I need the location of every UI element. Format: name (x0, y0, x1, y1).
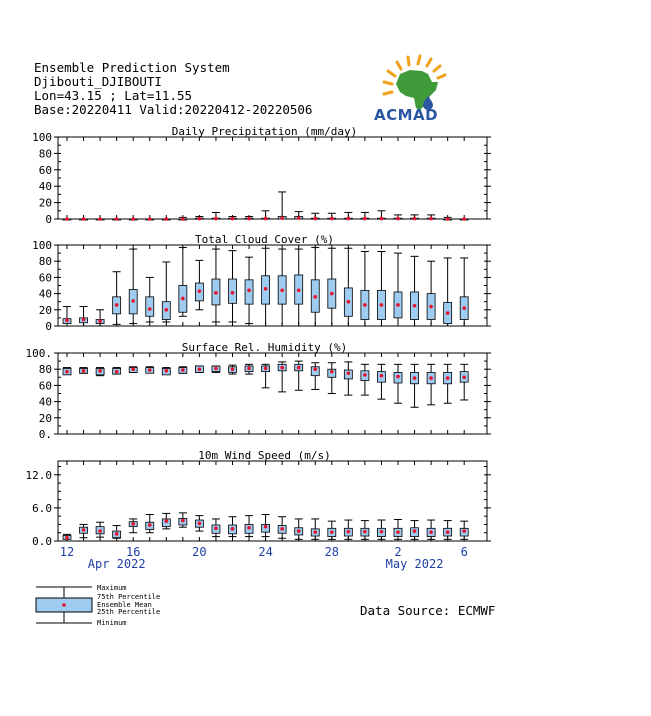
mean-marker (148, 368, 152, 372)
mean-marker (231, 291, 235, 295)
x-tick-label: 24 (258, 545, 273, 559)
mean-marker (313, 367, 317, 371)
mean-marker (115, 370, 119, 374)
panel-frame (58, 353, 487, 434)
mean-marker (396, 217, 400, 221)
mean-marker (413, 529, 417, 533)
mean-marker (429, 530, 433, 534)
mean-marker (98, 217, 102, 221)
mean-marker (264, 287, 268, 291)
mean-marker (380, 374, 384, 378)
panel-1 (32, 125, 491, 226)
mean-marker (264, 525, 268, 529)
mean-marker (181, 297, 185, 301)
iqr-box (146, 297, 154, 316)
mean-marker (462, 529, 466, 533)
header-coordinates: Lon=43.15 ; Lat=11.55 (34, 88, 193, 103)
mean-marker (231, 367, 235, 371)
mean-marker (181, 217, 185, 221)
mean-marker (313, 295, 317, 299)
mean-marker (429, 217, 433, 221)
mean-marker (446, 311, 450, 315)
mean-marker (65, 536, 69, 540)
legend-p25-label: 25th Percentile (97, 608, 161, 616)
mean-marker (280, 216, 284, 220)
header-station: Djibouti_DJIBOUTI (34, 74, 162, 89)
mean-marker (131, 299, 135, 303)
panel-title: Daily Precipitation (mm/day) (171, 125, 358, 138)
mean-marker (247, 217, 251, 221)
y-tick-label: 60 (38, 163, 52, 177)
mean-marker (347, 530, 351, 534)
mean-marker (413, 304, 417, 308)
y-tick-label: 80 (38, 363, 52, 377)
panel-frame (58, 245, 487, 326)
mean-marker (82, 528, 86, 532)
mean-marker (396, 530, 400, 534)
mean-marker (165, 519, 169, 523)
y-tick-label: 0.0 (32, 535, 52, 548)
y-tick-label: 0 (45, 320, 52, 333)
y-tick-label: 20 (38, 303, 52, 317)
mean-marker (313, 530, 317, 534)
x-tick-label: 20 (192, 545, 207, 559)
mean-marker (165, 217, 169, 221)
mean-marker (413, 376, 417, 380)
y-tick-label: 100 (32, 239, 52, 252)
y-tick-label: 6.0 (32, 501, 52, 515)
mean-marker (330, 370, 334, 374)
x-tick-label: 28 (324, 545, 340, 559)
mean-marker (131, 217, 135, 221)
mean-marker (148, 307, 152, 311)
x-tick-label: 6 (460, 545, 468, 559)
mean-marker (363, 217, 367, 221)
y-tick-label: 100 (32, 131, 52, 144)
mean-marker (115, 217, 119, 221)
mean-marker (82, 369, 86, 373)
y-tick-label: 80 (38, 255, 52, 269)
y-tick-label: 12.0 (25, 468, 52, 482)
y-tick-label: 40 (38, 287, 52, 301)
mean-marker (363, 530, 367, 534)
chart-legend (36, 584, 160, 627)
y-tick-label: 20 (38, 411, 52, 425)
mean-marker (429, 376, 433, 380)
panel-2 (32, 233, 491, 333)
mean-marker (98, 369, 102, 373)
panel-frame (58, 137, 487, 219)
mean-marker (65, 370, 69, 374)
mean-marker (347, 371, 351, 375)
mean-marker (363, 373, 367, 377)
mean-marker (181, 368, 185, 372)
mean-marker (198, 289, 202, 293)
mean-marker (148, 217, 152, 221)
legend-min-label: Minimum (97, 619, 127, 627)
mean-marker (82, 217, 86, 221)
mean-marker (446, 376, 450, 380)
month-label: May 2022 (385, 557, 444, 571)
panel-frame (58, 461, 487, 541)
mean-marker (181, 519, 185, 523)
mean-marker (462, 217, 466, 221)
legend-max-label: Maximum (97, 584, 127, 592)
panel-title: 10m Wind Speed (m/s) (198, 449, 331, 462)
y-tick-label: 20 (38, 196, 52, 210)
mean-marker (313, 217, 317, 221)
panel-title: Total Cloud Cover (%) (194, 233, 335, 246)
acmad-logo-text: ACMAD (374, 106, 439, 124)
panel-title: Surface Rel. Humidity (%) (181, 341, 348, 354)
mean-marker (231, 217, 235, 221)
mean-marker (264, 217, 268, 221)
mean-marker (247, 526, 251, 530)
mean-marker (413, 217, 417, 221)
mean-marker (198, 217, 202, 221)
mean-marker (214, 527, 218, 531)
mean-marker (330, 530, 334, 534)
mean-marker (297, 216, 301, 220)
mean-marker (165, 308, 169, 312)
mean-marker (330, 217, 334, 221)
mean-marker (65, 217, 69, 221)
legend-mean-label: Ensemble Mean (97, 601, 152, 609)
legend-mean-marker (62, 603, 66, 607)
mean-marker (198, 522, 202, 526)
mean-marker (446, 217, 450, 221)
mean-marker (247, 367, 251, 371)
mean-marker (214, 291, 218, 295)
y-tick-label: 80 (38, 147, 52, 161)
y-tick-label: 60 (38, 271, 52, 285)
month-label: Apr 2022 (87, 557, 146, 571)
mean-marker (446, 530, 450, 534)
mean-marker (347, 300, 351, 304)
data-source: Data Source: ECMWF (360, 603, 496, 618)
mean-marker (115, 303, 119, 307)
y-tick-label: 0 (45, 213, 52, 226)
mean-marker (98, 529, 102, 533)
mean-marker (115, 532, 119, 536)
x-tick-label: 2 (394, 545, 402, 559)
mean-marker (380, 303, 384, 307)
mean-marker (82, 318, 86, 322)
mean-marker (264, 367, 268, 371)
mean-marker (214, 217, 218, 221)
mean-marker (214, 367, 218, 371)
mean-marker (396, 375, 400, 379)
mean-marker (297, 529, 301, 533)
y-tick-label: 40 (38, 395, 52, 409)
y-tick-label: 100. (25, 347, 52, 360)
mean-marker (231, 527, 235, 531)
header-title: Ensemble Prediction System (34, 60, 230, 75)
mean-marker (280, 527, 284, 531)
mean-marker (462, 306, 466, 310)
mean-marker (330, 292, 334, 296)
legend-p75-label: 75th Percentile (97, 593, 161, 601)
header-base-valid: Base:20220411 Valid:20220412-20220506 (34, 102, 313, 117)
mean-marker (347, 217, 351, 221)
mean-marker (247, 289, 251, 293)
x-tick-label: 12 (59, 545, 75, 559)
mean-marker (429, 305, 433, 309)
panel-4 (26, 449, 492, 548)
mean-marker (297, 289, 301, 293)
mean-marker (131, 367, 135, 371)
mean-marker (280, 366, 284, 370)
mean-marker (297, 366, 301, 370)
mean-marker (462, 376, 466, 380)
mean-marker (198, 367, 202, 371)
mean-marker (165, 369, 169, 373)
mean-marker (131, 522, 135, 526)
mean-marker (363, 303, 367, 307)
panel-3 (26, 341, 492, 441)
chart-panels (26, 125, 492, 571)
x-tick-label: 16 (125, 545, 141, 559)
mean-marker (380, 217, 384, 221)
mean-marker (280, 289, 284, 293)
y-tick-label: 60 (38, 379, 52, 393)
y-tick-label: 0. (38, 428, 52, 441)
mean-marker (148, 523, 152, 527)
mean-marker (98, 319, 102, 323)
mean-marker (396, 303, 400, 307)
mean-marker (65, 319, 69, 323)
y-tick-label: 40 (38, 180, 52, 194)
mean-marker (380, 530, 384, 534)
